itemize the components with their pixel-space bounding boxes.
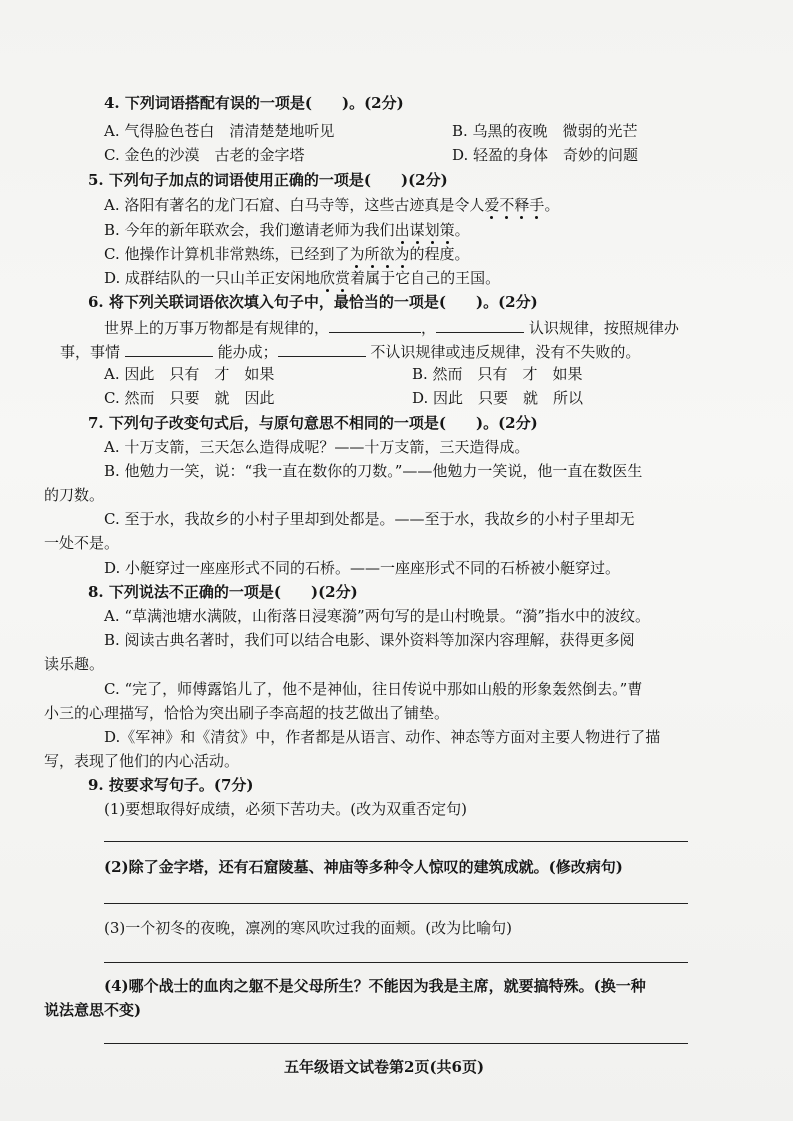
q6-blank-1[interactable] [329,318,421,333]
emphasis-dot-char: 释 [514,196,530,214]
emphasis-dot-char: 为 [349,245,365,263]
emphasis-dot-char: 爱 [484,196,500,214]
q6-sentence-part: 世界上的万事万物都是有规律的， [104,319,330,337]
q5-d-dotted-word [320,269,350,287]
q9-item-3: (3)一个初冬的夜晚，凛冽的寒风吹过我的面颊。(改为比喻句) [104,919,512,937]
q6-option-b: B. 然而 只有 才 如果 [412,365,583,383]
q7-option-c-line1: C. 至于水，我故乡的小村子里却到处都是。——至于水，我故乡的小村子里却无 [104,510,635,528]
emphasis-dot-char: 不 [499,196,515,214]
emphasis-dot-char: 谋 [409,221,425,239]
q9-item-2: (2)除了金字塔，还有石窟陵墓、神庙等多种令人惊叹的建筑成就。(修改病句) [104,858,623,876]
q8-option-d-line2: 写，表现了他们的内心活动。 [44,752,240,770]
q7-option-d: D. 小艇穿过一座座形式不同的石桥。——一座座形式不同的石桥被小艇穿过。 [104,559,621,577]
q6-stem: 6. 将下列关联词语依次填入句子中，最恰当的一项是( )。(2分) [88,293,538,311]
q6-sentence-part: 事，事情 [60,343,121,361]
q6-sentence-line1 [104,318,679,338]
q6-blank-3[interactable] [125,342,213,357]
q9-answer-line-1[interactable] [104,841,688,842]
emphasis-dot-char: 策 [439,221,455,239]
q6-sentence-part: 能办成； [217,343,278,361]
q6-sentence-part: 认识规律，按照规律办 [528,319,679,337]
q5-a-dotted-word [484,196,544,214]
q5-option-a [104,195,559,215]
q9-answer-line-2[interactable] [104,903,688,904]
emphasis-dot-char: 划 [424,221,440,239]
q6-sentence-line2 [60,342,640,362]
page-footer: 五年级语文试卷第2页(共6页) [284,1058,485,1076]
q5-b-dotted-word [395,221,455,239]
q5-option-d [104,268,500,288]
q8-option-c-line2: 小三的心理描写，恰恰为突出刷子李高超的技艺做出了铺垫。 [44,704,450,722]
emphasis-dot-char: 手 [529,196,545,214]
q5-c-dotted-word [349,245,409,263]
q9-item-4-line2: 说法意思不变) [44,1001,142,1019]
q9-item-1: (1)要想取得好成绩，必须下苦功夫。(改为双重否定句) [104,800,467,818]
q8-option-d-line1: D.《军神》和《清贫》中，作者都是从语言、动作、神态等方面对主要人物进行了描 [104,728,661,746]
emphasis-dot-char: 所 [364,245,380,263]
q8-option-a: A. “草满池塘水满陂，山衔落日浸寒漪”两句写的是山村晚景。“漪”指水中的波纹。 [104,607,651,625]
q7-option-b-line2: 的刀数。 [44,486,105,504]
q5-d-tail: 着属于它自己的王国。 [350,269,501,287]
q6-option-c: C. 然而 只要 就 因此 [104,389,275,407]
q7-option-b-line1: B. 他勉力一笑，说：“我一直在数你的刀数。”——他勉力一笑说，他一直在数医生 [104,462,643,480]
q6-option-a: A. 因此 只有 才 如果 [104,365,275,383]
q8-option-b-line2: 读乐趣。 [44,655,105,673]
q5-option-b [104,220,470,240]
q8-stem: 8. 下列说法不正确的一项是( )(2分) [88,583,358,601]
q4-option-a: A. 气得脸色苍白 清清楚楚地听见 [104,122,335,140]
q5-b-tail: 。 [454,221,470,239]
q5-option-c [104,244,470,264]
q5-c-text: C. 他操作计算机非常熟练，已经到了 [104,245,350,263]
q5-b-text: B. 今年的新年联欢会，我们邀请老师为我们 [104,221,395,239]
emphasis-dot-char: 欲 [379,245,395,263]
emphasis-dot-char: 赏 [335,269,351,287]
q5-c-tail: 的程度。 [409,245,470,263]
q7-option-c-line2: 一处不是。 [44,534,120,552]
emphasis-dot-char: 为 [394,245,410,263]
q6-option-d: D. 因此 只要 就 所以 [412,389,584,407]
q9-answer-line-4[interactable] [104,1043,688,1044]
emphasis-dot-char: 出 [394,221,410,239]
q5-d-text: D. 成群结队的一只山羊正安闲地 [104,269,321,287]
q4-stem: 4. 下列词语搭配有误的一项是( )。(2分) [104,94,404,112]
q9-answer-line-3[interactable] [104,962,688,963]
q7-option-a: A. 十万支箭，三天怎么造得成呢？——十万支箭，三天造得成。 [104,438,530,456]
q6-blank-2[interactable] [436,318,524,333]
q6-sentence-part: 不认识规律或违反规律，没有不失败的。 [370,343,641,361]
q6-blank-4[interactable] [278,342,366,357]
q9-stem: 9. 按要求写句子。(7分) [88,776,254,794]
q5-stem: 5. 下列句子加点的词语使用正确的一项是( )(2分) [88,171,448,189]
q5-a-tail: 。 [544,196,560,214]
q8-option-c-line1: C. “完了，师傅露馅儿了，他不是神仙，往日传说中那如山般的形象轰然倒去。”曹 [104,680,643,698]
q4-option-c: C. 金色的沙漠 古老的金字塔 [104,146,305,164]
q4-option-d: D. 轻盈的身体 奇妙的问题 [452,146,639,164]
q9-item-4-line1: (4)哪个战士的血肉之躯不是父母所生？不能因为我是主席，就要搞特殊。(换一种 [104,977,646,995]
q5-a-text: A. 洛阳有著名的龙门石窟、白马寺等，这些古迹真是令人 [104,196,485,214]
q4-option-b: B. 乌黑的夜晚 微弱的光芒 [452,122,638,140]
q7-stem: 7. 下列句子改变句式后，与原句意思不相同的一项是( )。(2分) [88,414,538,432]
q8-option-b-line1: B. 阅读古典名著时，我们可以结合电影、课外资料等加深内容理解，获得更多阅 [104,631,635,649]
q6-sentence-part: ， [421,319,437,337]
emphasis-dot-char: 欣 [320,269,336,287]
